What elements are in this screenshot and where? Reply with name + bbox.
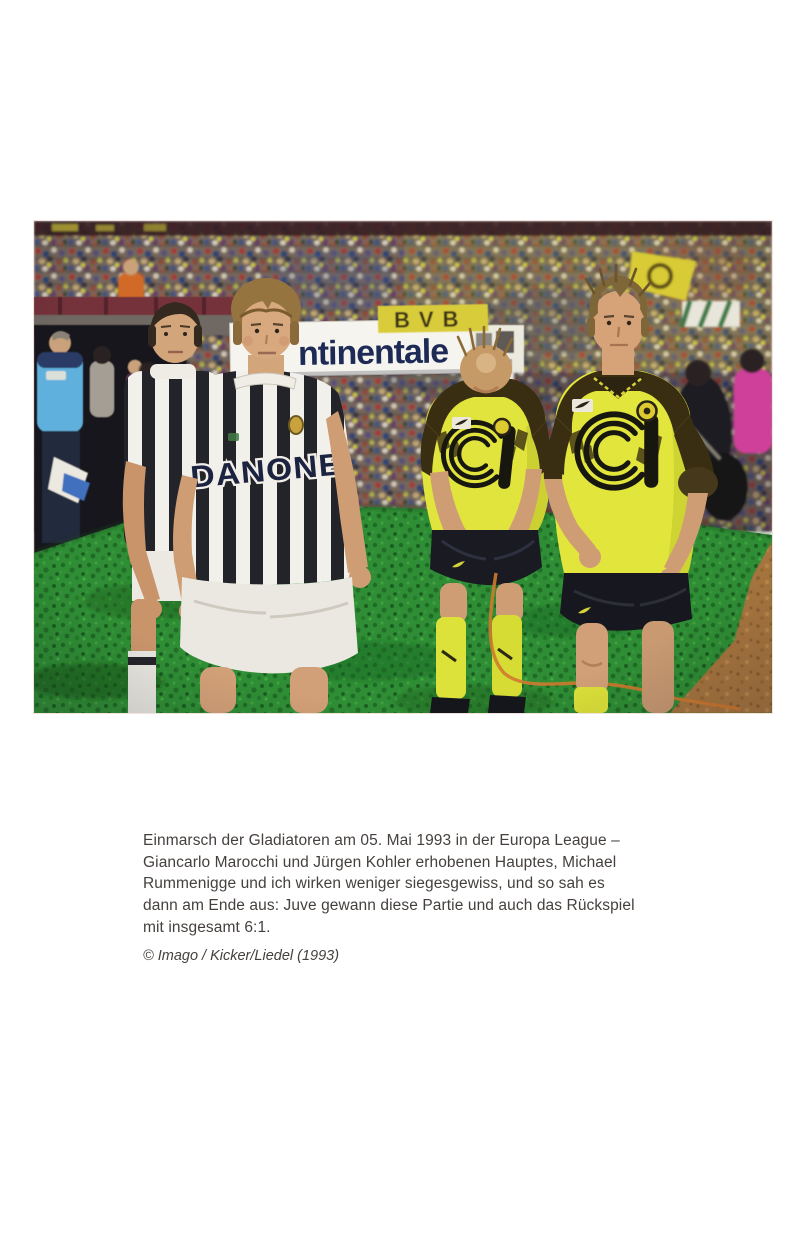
caption-line: Einmarsch der Gladiatoren am 05. Mai 1993 in der Europa League – (143, 832, 620, 849)
caption-line: mit insgesamt 6:1. (143, 918, 271, 936)
vignette (34, 221, 772, 713)
caption-line: Rummenigge und ich wirken weniger siegesgewiss, und so sah es (143, 875, 605, 893)
photo-caption (143, 830, 683, 964)
match-photo (34, 221, 772, 713)
photo-credit: © Imago / Kicker/Liedel (1993) (143, 947, 340, 964)
match-photo-illustration (34, 221, 772, 713)
caption-line: Giancarlo Marocchi und Jürgen Kohler erhobenen Hauptes, Michael (143, 853, 617, 871)
caption-line: dann am Ende aus: Juve gewann diese Partie und auch das Rückspiel (143, 897, 635, 915)
